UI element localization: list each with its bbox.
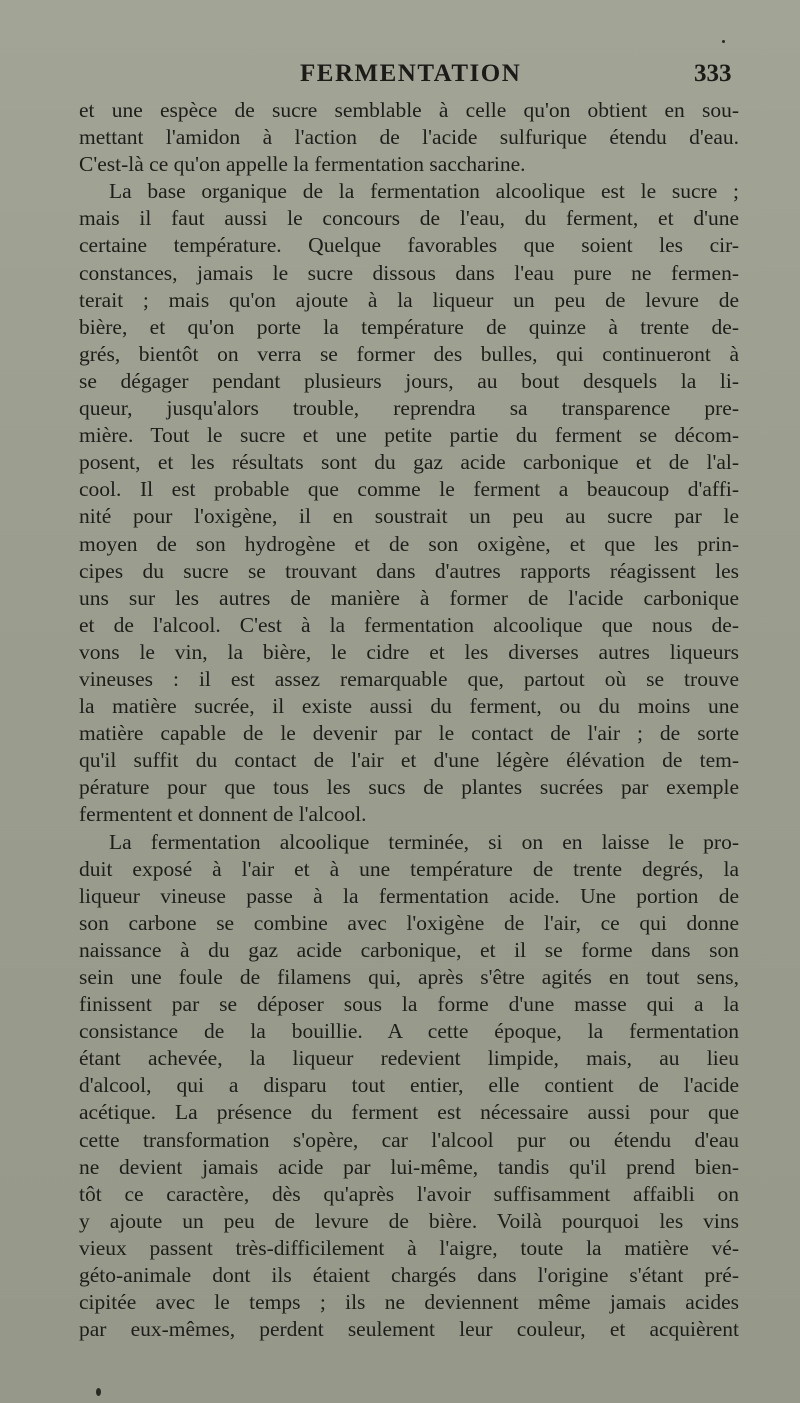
text-line: duit exposé à l'air et à une température de trente degrés, la bbox=[79, 856, 739, 881]
text-line: mais il faut aussi le concours de l'eau, du ferment, et d'une bbox=[79, 206, 739, 231]
text-line: cipes du sucre se trouvant dans d'autres rapports réagissent les bbox=[79, 558, 739, 583]
text-line: cipitée avec le temps ; ils ne deviennent même jamais acides bbox=[79, 1290, 739, 1315]
text-line: sein une foule de filamens qui, après s'être agités en tout sens, bbox=[79, 965, 739, 989]
text-line: géto-animale dont ils étaient chargés dans l'origine s'étant pré- bbox=[79, 1263, 739, 1288]
text-line: fermentent et donnent de l'alcool. bbox=[79, 802, 367, 827]
text-line: cool. Il est probable que comme le ferment a beaucoup d'affi- bbox=[79, 477, 739, 502]
text-line: y ajoute un peu de levure de bière. Voilà pourquoi les vins bbox=[79, 1208, 739, 1233]
text-line: et de l'alcool. C'est à la fermentation alcoolique que nous de- bbox=[79, 612, 739, 637]
text-line: terait ; mais qu'on ajoute à la liqueur un peu de levure de bbox=[79, 287, 739, 312]
text-line: grés, bientôt on verra se former des bulles, qui continueront à bbox=[79, 341, 739, 366]
text-line: son carbone se combine avec l'oxigène de l'air, ce qui donne bbox=[79, 910, 739, 935]
text-line: par eux-mêmes, perdent seulement leur couleur, et acquièrent bbox=[79, 1317, 739, 1342]
text-line: vineuses : il est assez remarquable que, partout où se trouve bbox=[79, 666, 739, 691]
text-line: se dégager pendant plusieurs jours, au bout desquels la li- bbox=[79, 368, 739, 393]
text-line: mière. Tout le sucre et une petite partie du ferment se décom- bbox=[79, 423, 739, 448]
page-number: 333 bbox=[694, 60, 732, 87]
text-line: uns sur les autres de manière à former de l'acide carbonique bbox=[79, 585, 739, 610]
text-line: mettant l'amidon à l'action de l'acide sulfurique étendu d'eau. bbox=[79, 125, 739, 150]
text-line: queur, jusqu'alors trouble, reprendra sa transparence pre- bbox=[79, 396, 739, 421]
body-text bbox=[79, 97, 739, 1343]
text-line: finissent par se déposer sous la forme d'une masse qui a la bbox=[79, 992, 739, 1017]
running-title: FERMENTATION bbox=[300, 60, 522, 87]
text-line: C'est-là ce qu'on appelle la fermentation saccharine. bbox=[79, 152, 526, 177]
text-line: vieux passent très-difficilement à l'aigre, toute la matière vé- bbox=[79, 1235, 739, 1260]
text-line: qu'il suffit du contact de l'air et d'une légère élévation de tem- bbox=[79, 748, 739, 773]
ink-speck bbox=[722, 40, 725, 43]
text-line: moyen de son hydrogène et de son oxigène, et que les prin- bbox=[79, 531, 739, 556]
text-line: étant achevée, la liqueur redevient limpide, mais, au lieu bbox=[79, 1046, 739, 1071]
text-line: vons le vin, la bière, le cidre et les diverses autres liqueurs bbox=[79, 639, 739, 664]
text-line: cette transformation s'opère, car l'alcool pur ou étendu d'eau bbox=[79, 1127, 739, 1152]
text-line: posent, et les résultats sont du gaz acide carbonique et de l'al- bbox=[79, 450, 739, 475]
text-line: La fermentation alcoolique terminée, si on en laisse le pro- bbox=[109, 829, 739, 854]
text-line: consistance de la bouillie. A cette époque, la fermentation bbox=[79, 1019, 739, 1044]
text-line: matière capable de le devenir par le contact de l'air ; de sorte bbox=[79, 721, 739, 746]
text-line: tôt ce caractère, dès qu'après l'avoir suffisamment affaibli on bbox=[79, 1181, 739, 1206]
page-header bbox=[0, 60, 800, 96]
text-line: pérature pour que tous les sucs de plantes sucrées par exemple bbox=[79, 775, 739, 800]
ink-speck bbox=[96, 1388, 101, 1396]
text-line: certaine température. Quelque favorables que soient les cir- bbox=[79, 233, 739, 258]
text-line: naissance à du gaz acide carbonique, et il se forme dans son bbox=[79, 937, 739, 962]
text-line: nité pour l'oxigène, il en soustrait un peu au sucre par le bbox=[79, 504, 739, 529]
text-line: et une espèce de sucre semblable à celle qu'on obtient en sou- bbox=[79, 98, 739, 122]
text-line: bière, et qu'on porte la température de quinze à trente de- bbox=[79, 314, 739, 339]
text-line: liqueur vineuse passe à la fermentation acide. Une portion de bbox=[79, 883, 739, 908]
text-line: constances, jamais le sucre dissous dans l'eau pure ne fermen- bbox=[79, 260, 739, 285]
text-line: ne devient jamais acide par lui-même, tandis qu'il prend bien- bbox=[79, 1154, 739, 1179]
text-line: La base organique de la fermentation alcoolique est le sucre ; bbox=[109, 179, 739, 204]
text-line: acétique. La présence du ferment est nécessaire aussi pour que bbox=[79, 1100, 739, 1125]
text-line: la matière sucrée, il existe aussi du ferment, ou du moins une bbox=[79, 694, 739, 719]
text-line: d'alcool, qui a disparu tout entier, elle contient de l'acide bbox=[79, 1073, 739, 1098]
